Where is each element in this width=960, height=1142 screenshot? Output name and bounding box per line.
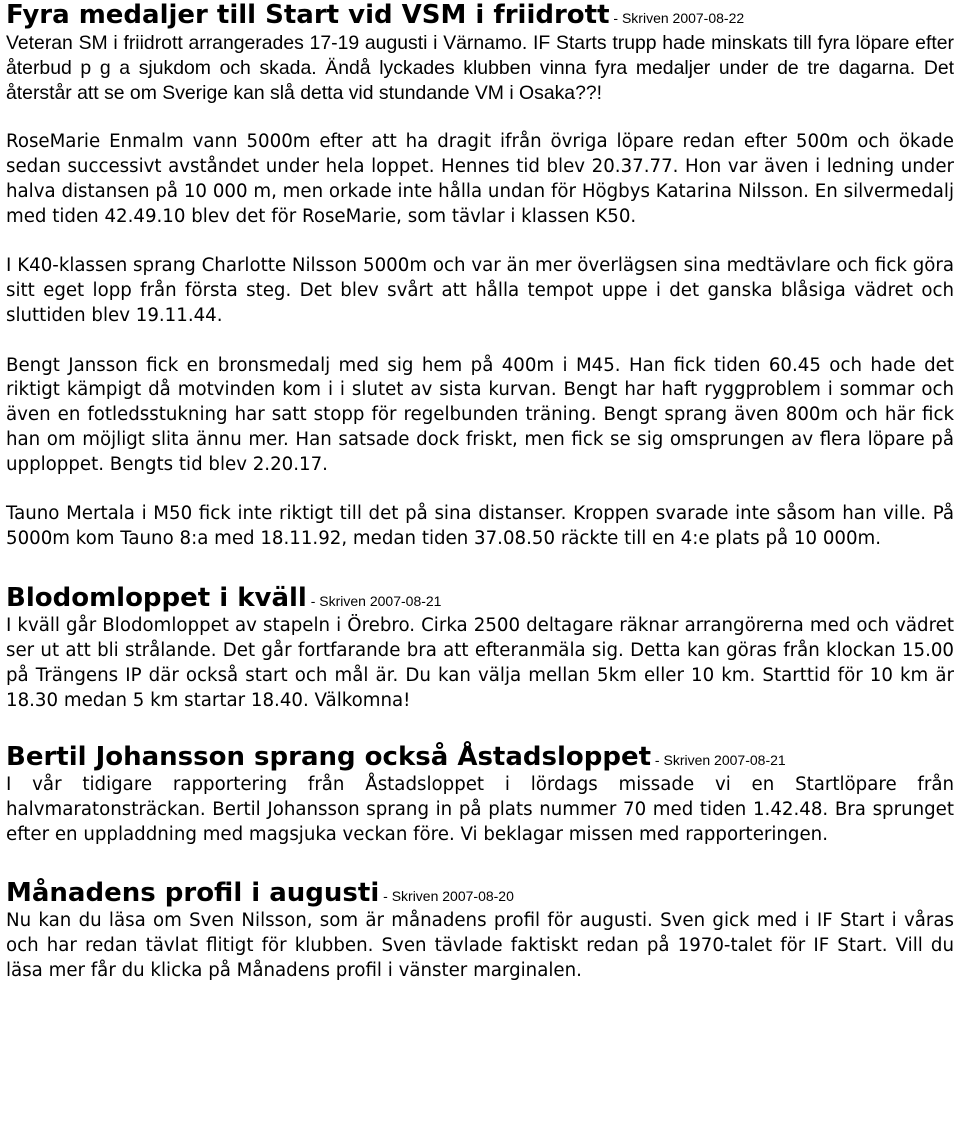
article-heading (6, 878, 954, 909)
article-title: Blodomloppet i kväll (6, 582, 307, 613)
news-page (6, 0, 954, 983)
article-title: Månadens profil i augusti (6, 877, 380, 908)
article-date: - Skriven 2007-08-22 (609, 10, 745, 26)
article-heading (6, 742, 954, 773)
news-article-vsm (6, 0, 954, 552)
article-date: - Skriven 2007-08-20 (379, 887, 514, 904)
article-title: Fyra medaljer till Start vid VSM i friidrott (6, 0, 610, 30)
article-paragraph: RoseMarie Enmalm vann 5000m efter att ha dragit ifrån övriga löpare redan efter 500m och ökade sedan successivt avståndet under hela loppet. Hennes tid blev 20.37.77. Hon var även i ledning under halva distansen på 10 000 m, men orkade inte hålla undan för Högbys Katarina Nilsson. En silvermedalj med tiden 42.49.10 blev det för RoseMarie, som tävlar i klassen K50. (6, 131, 954, 227)
article-paragraph: Tauno Mertala i M50 fick inte riktigt till det på sina distanser. Kroppen svarade inte såsom han ville. På 5000m kom Tauno 8:a med 18.11.92, medan tiden 37.08.50 räckte till en 4:e plats på 10 000m. (6, 503, 954, 550)
news-article-astadsloppet (6, 742, 954, 848)
article-paragraph: I vår tidigare rapportering från Åstadsloppet i lördags missade vi en Startlöpare från halvmaratonsträckan. Bertil Johansson sprang in på plats nummer 70 med tiden 1.42.48. Bra sprunget efter en uppladdning med magsjuka veckan före. Vi beklagar missen med rapporteringen. (6, 774, 954, 846)
news-article-profil (6, 878, 954, 984)
article-paragraph: I K40-klassen sprang Charlotte Nilsson 5000m och var än mer överlägsen sina medtävlare och fick göra sitt eget lopp från första steg. Det blev svårt att hålla tempot uppe i det ganska blåsiga vädret och sluttiden blev 19.11.44. (6, 255, 954, 326)
article-paragraph: I kväll går Blodomloppet av stapeln i Örebro. Cirka 2500 deltagare räknar arrangörerna med och vädret ser ut att bli strålande. Det går fortfarande bra att efteranmäla sig. Detta kan göras från klockan 15.00 på Trängens IP där också start och mål är. Du kan välja mellan 5km eller 10 km. Starttid för 10 km är 18.30 medan 5 km startar 18.40. Välkomna! (6, 615, 954, 711)
article-paragraph: Veteran SM i friidrott arrangerades 17-19 augusti i Värnamo. IF Starts trupp hade minskats till fyra löpare efter återbud p g a sjukdom och skada. Ändå lyckades klubben vinna fyra medaljer under de tre dagarna. Det återstår att se om Sverige kan slå detta vid stundande VM i Osaka??! (6, 32, 954, 104)
article-heading (6, 0, 954, 31)
article-title: Bertil Johansson sprang också Åstadsloppet (6, 742, 652, 773)
article-date: - Skriven 2007-08-21 (306, 592, 442, 609)
news-article-blodomloppet (6, 583, 954, 713)
article-heading (6, 583, 954, 614)
article-date: - Skriven 2007-08-21 (651, 752, 786, 769)
article-paragraph: Nu kan du läsa om Sven Nilsson, som är månadens profil för augusti. Sven gick med i IF Start i våras och har redan tävlat flitigt för klubben. Sven tävlade faktiskt redan på 1970-talet för IF Start. Vill du läsa mer får du klicka på Månadens profil i vänster marginalen. (6, 910, 954, 981)
article-paragraph: Bengt Jansson fick en bronsmedalj med sig hem på 400m i M45. Han fick tiden 60.45 och hade det riktigt kämpigt då motvinden kom i i slutet av sista kurvan. Bengt har haft ryggproblem i sommar och även en fotledsstukning har satt stopp för regelbunden träning. Bengt sprang även 800m och här fick han om möjligt slita ännu mer. Han satsade dock friskt, men fick se sig omsprungen av flera löpare på upploppet. Bengts tid blev 2.20.17. (6, 354, 954, 475)
